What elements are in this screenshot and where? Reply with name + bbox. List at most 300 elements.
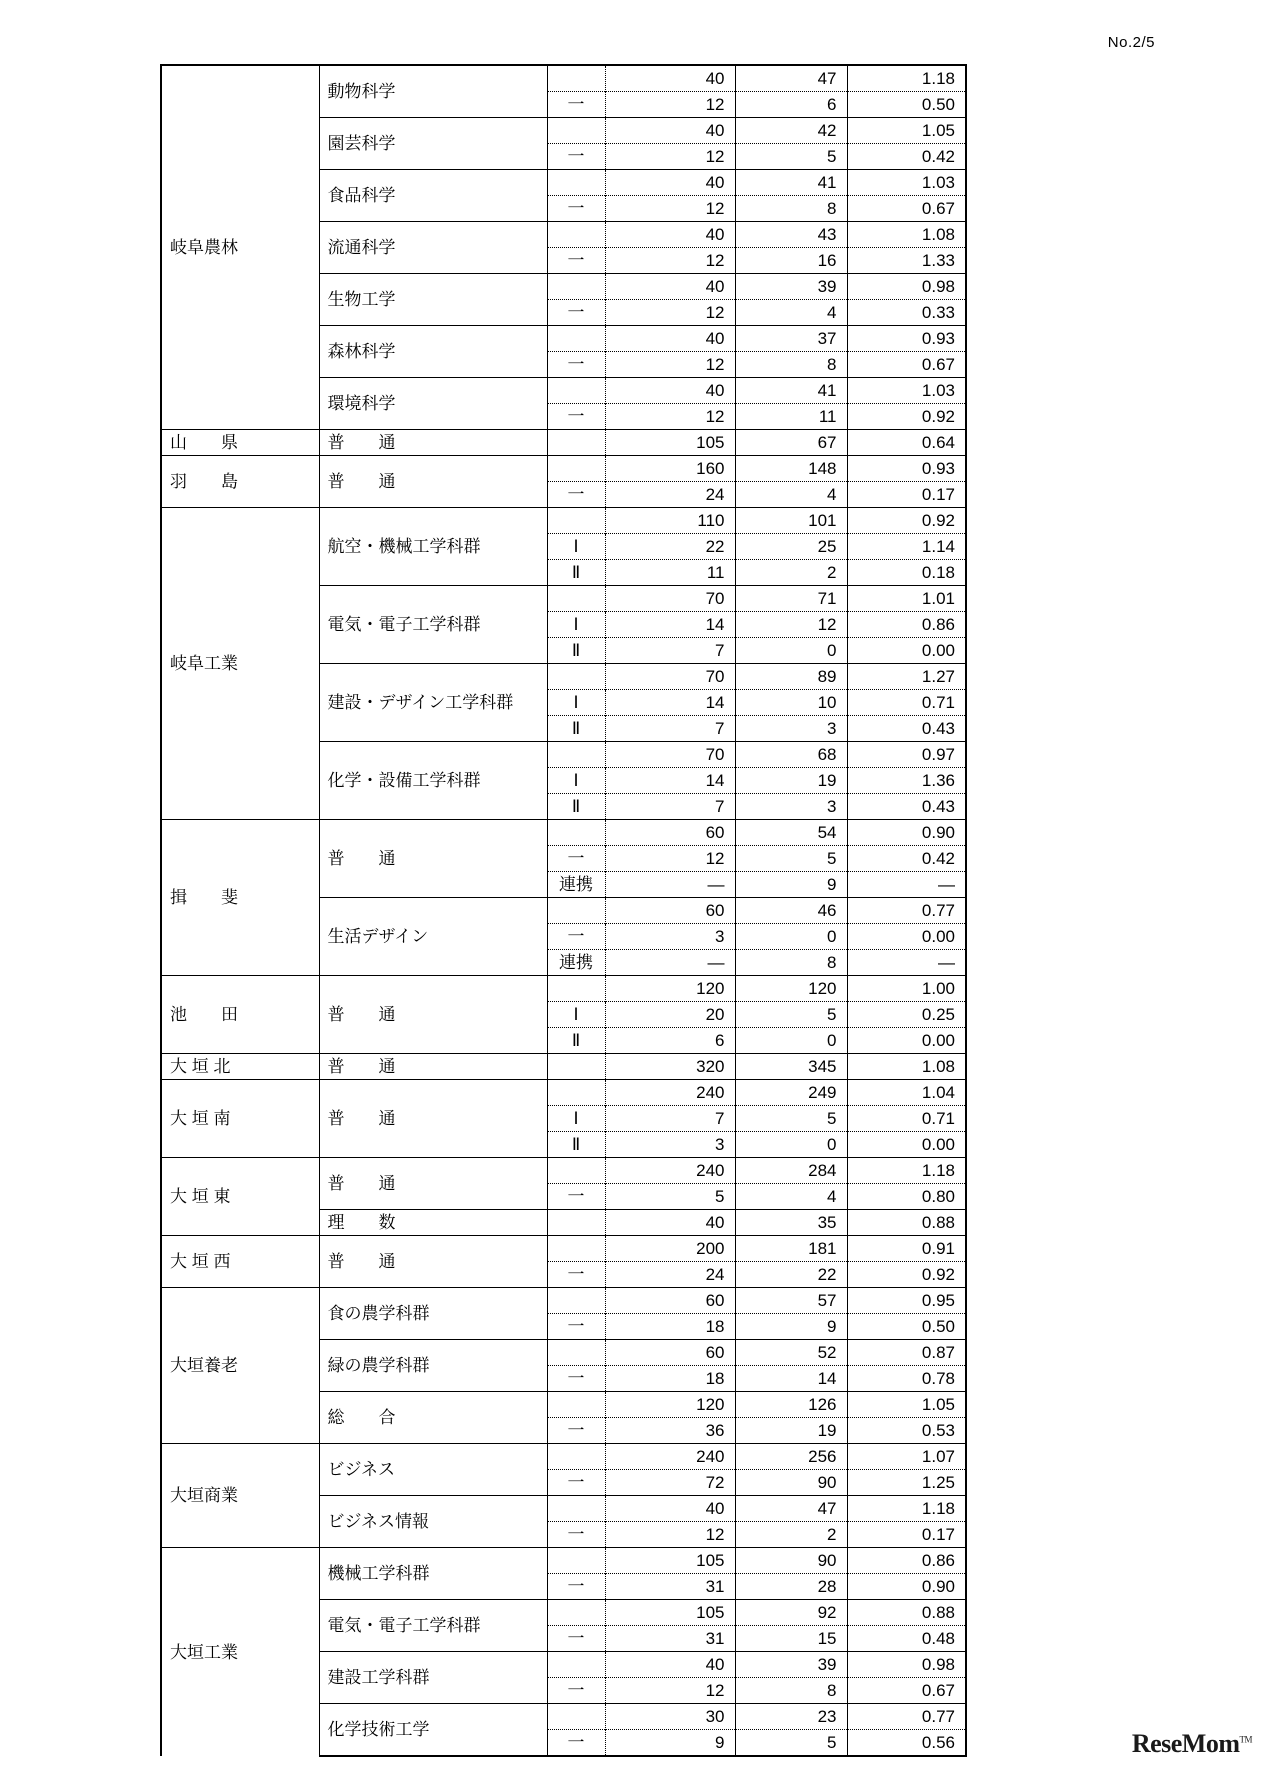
capacity-cell: 12: [605, 248, 735, 274]
applicants-cell: 5: [735, 1730, 847, 1757]
capacity-cell: 70: [605, 742, 735, 768]
selection-kind-cell: [547, 976, 605, 1002]
rate-cell: 0.00: [847, 1132, 966, 1158]
selection-kind-cell: [547, 65, 605, 92]
course-name-cell: ビジネス: [319, 1444, 547, 1496]
table-row: [161, 65, 966, 92]
course-name-cell: 化学・設備工学科群: [319, 742, 547, 820]
table-row: [161, 1080, 966, 1106]
school-name-cell: 大垣養老: [161, 1288, 319, 1444]
school-name-cell: 山 県: [161, 430, 319, 456]
applicants-cell: 68: [735, 742, 847, 768]
rate-cell: 0.50: [847, 1314, 966, 1340]
applicants-cell: 284: [735, 1158, 847, 1184]
capacity-cell: 60: [605, 1340, 735, 1366]
selection-kind-cell: 一: [547, 1366, 605, 1392]
selection-kind-cell: Ⅰ: [547, 1106, 605, 1132]
school-name-cell: 池 田: [161, 976, 319, 1054]
rate-cell: 0.88: [847, 1600, 966, 1626]
capacity-cell: 12: [605, 92, 735, 118]
capacity-cell: 22: [605, 534, 735, 560]
rate-cell: 1.03: [847, 378, 966, 404]
applicants-cell: 11: [735, 404, 847, 430]
rate-cell: 1.36: [847, 768, 966, 794]
selection-kind-cell: [547, 1158, 605, 1184]
course-name-cell: 食品科学: [319, 170, 547, 222]
table-row: [161, 1444, 966, 1470]
applicants-cell: 249: [735, 1080, 847, 1106]
table-row: [161, 976, 966, 1002]
table-row: [161, 430, 966, 456]
capacity-cell: 70: [605, 586, 735, 612]
capacity-cell: ―: [605, 950, 735, 976]
selection-kind-cell: [547, 1548, 605, 1574]
rate-cell: 0.33: [847, 300, 966, 326]
resemom-logo: [1132, 1729, 1252, 1759]
applicants-cell: 90: [735, 1470, 847, 1496]
selection-kind-cell: 一: [547, 144, 605, 170]
school-name-cell: 大垣工業: [161, 1548, 319, 1757]
rate-cell: 0.42: [847, 846, 966, 872]
applicants-cell: 0: [735, 638, 847, 664]
rate-cell: 0.97: [847, 742, 966, 768]
selection-kind-cell: Ⅱ: [547, 638, 605, 664]
applicants-cell: 3: [735, 716, 847, 742]
selection-kind-cell: [547, 1054, 605, 1080]
applicants-cell: 8: [735, 1678, 847, 1704]
selection-kind-cell: [547, 222, 605, 248]
applicants-cell: 4: [735, 1184, 847, 1210]
capacity-cell: 12: [605, 144, 735, 170]
rate-cell: ―: [847, 872, 966, 898]
capacity-cell: 31: [605, 1626, 735, 1652]
selection-kind-cell: 一: [547, 300, 605, 326]
applicants-cell: 12: [735, 612, 847, 638]
selection-kind-cell: [547, 326, 605, 352]
capacity-cell: 40: [605, 1652, 735, 1678]
capacity-cell: 40: [605, 1210, 735, 1236]
rate-cell: 0.17: [847, 482, 966, 508]
capacity-cell: 12: [605, 1522, 735, 1548]
table-row: [161, 1158, 966, 1184]
applicants-cell: 126: [735, 1392, 847, 1418]
course-name-cell: 普 通: [319, 976, 547, 1054]
capacity-cell: 240: [605, 1158, 735, 1184]
applicants-cell: 3: [735, 794, 847, 820]
applicants-cell: 9: [735, 872, 847, 898]
selection-kind-cell: Ⅱ: [547, 794, 605, 820]
selection-kind-cell: Ⅱ: [547, 1132, 605, 1158]
applicants-cell: 256: [735, 1444, 847, 1470]
rate-cell: 1.18: [847, 65, 966, 92]
course-name-cell: 総 合: [319, 1392, 547, 1444]
selection-kind-cell: 一: [547, 404, 605, 430]
capacity-cell: 30: [605, 1704, 735, 1730]
applicants-cell: 16: [735, 248, 847, 274]
selection-kind-cell: 一: [547, 482, 605, 508]
rate-cell: 0.67: [847, 352, 966, 378]
rate-cell: 0.87: [847, 1340, 966, 1366]
capacity-cell: 105: [605, 430, 735, 456]
selection-kind-cell: 一: [547, 1730, 605, 1757]
course-name-cell: 普 通: [319, 430, 547, 456]
applicants-cell: 71: [735, 586, 847, 612]
rate-cell: 1.03: [847, 170, 966, 196]
rate-cell: ―: [847, 950, 966, 976]
rate-cell: 1.25: [847, 1470, 966, 1496]
applicants-cell: 5: [735, 144, 847, 170]
selection-kind-cell: 一: [547, 248, 605, 274]
course-name-cell: 環境科学: [319, 378, 547, 430]
applicants-cell: 37: [735, 326, 847, 352]
rate-cell: 0.92: [847, 1262, 966, 1288]
applicants-cell: 19: [735, 1418, 847, 1444]
applicants-cell: 90: [735, 1548, 847, 1574]
applicants-cell: 4: [735, 482, 847, 508]
course-name-cell: 流通科学: [319, 222, 547, 274]
capacity-cell: 110: [605, 508, 735, 534]
rate-cell: 0.67: [847, 196, 966, 222]
applicants-cell: 14: [735, 1366, 847, 1392]
rate-cell: 1.05: [847, 1392, 966, 1418]
applicants-cell: 42: [735, 118, 847, 144]
capacity-cell: ―: [605, 872, 735, 898]
selection-kind-cell: Ⅰ: [547, 612, 605, 638]
capacity-cell: 60: [605, 898, 735, 924]
capacity-cell: 3: [605, 924, 735, 950]
capacity-cell: 24: [605, 482, 735, 508]
selection-kind-cell: Ⅱ: [547, 560, 605, 586]
rate-cell: 0.48: [847, 1626, 966, 1652]
course-name-cell: 食の農学科群: [319, 1288, 547, 1340]
rate-cell: 0.56: [847, 1730, 966, 1757]
capacity-cell: 12: [605, 300, 735, 326]
capacity-cell: 120: [605, 1392, 735, 1418]
rate-cell: 1.18: [847, 1496, 966, 1522]
applicants-cell: 8: [735, 352, 847, 378]
capacity-cell: 40: [605, 378, 735, 404]
school-name-cell: 大垣商業: [161, 1444, 319, 1548]
capacity-cell: 12: [605, 196, 735, 222]
capacity-cell: 31: [605, 1574, 735, 1600]
selection-kind-cell: 一: [547, 196, 605, 222]
selection-kind-cell: [547, 508, 605, 534]
capacity-cell: 12: [605, 1678, 735, 1704]
selection-kind-cell: [547, 118, 605, 144]
selection-kind-cell: 一: [547, 92, 605, 118]
applicants-cell: 0: [735, 1132, 847, 1158]
capacity-cell: 40: [605, 118, 735, 144]
applicants-cell: 46: [735, 898, 847, 924]
course-name-cell: 電気・電子工学科群: [319, 586, 547, 664]
rate-cell: 0.78: [847, 1366, 966, 1392]
rate-cell: 0.93: [847, 456, 966, 482]
applicants-cell: 8: [735, 950, 847, 976]
rate-cell: 0.86: [847, 612, 966, 638]
rate-cell: 0.25: [847, 1002, 966, 1028]
course-name-cell: 生物工学: [319, 274, 547, 326]
capacity-cell: 18: [605, 1366, 735, 1392]
capacity-cell: 9: [605, 1730, 735, 1757]
selection-kind-cell: Ⅱ: [547, 716, 605, 742]
applicants-cell: 5: [735, 846, 847, 872]
rate-cell: 1.18: [847, 1158, 966, 1184]
selection-kind-cell: Ⅰ: [547, 1002, 605, 1028]
table-row: [161, 1054, 966, 1080]
applicants-cell: 9: [735, 1314, 847, 1340]
school-name-cell: 大 垣 東: [161, 1158, 319, 1236]
rate-cell: 0.53: [847, 1418, 966, 1444]
rate-cell: 1.07: [847, 1444, 966, 1470]
selection-kind-cell: 一: [547, 924, 605, 950]
table-row: [161, 508, 966, 534]
course-name-cell: 緑の農学科群: [319, 1340, 547, 1392]
applicants-cell: 25: [735, 534, 847, 560]
applicants-cell: 35: [735, 1210, 847, 1236]
rate-cell: 0.42: [847, 144, 966, 170]
rate-cell: 1.05: [847, 118, 966, 144]
applicants-cell: 181: [735, 1236, 847, 1262]
selection-kind-cell: [547, 1392, 605, 1418]
course-name-cell: 普 通: [319, 1054, 547, 1080]
rate-cell: 0.18: [847, 560, 966, 586]
capacity-cell: 70: [605, 664, 735, 690]
course-name-cell: 普 通: [319, 820, 547, 898]
applicants-cell: 345: [735, 1054, 847, 1080]
table-row: [161, 1548, 966, 1574]
selection-kind-cell: [547, 274, 605, 300]
rate-cell: 0.71: [847, 690, 966, 716]
rate-cell: 0.00: [847, 924, 966, 950]
capacity-cell: 60: [605, 820, 735, 846]
course-name-cell: 化学技術工学: [319, 1704, 547, 1757]
applicants-cell: 2: [735, 1522, 847, 1548]
logo-text: ReseMom: [1131, 1729, 1240, 1758]
selection-kind-cell: [547, 1652, 605, 1678]
capacity-cell: 14: [605, 690, 735, 716]
selection-kind-cell: 一: [547, 1184, 605, 1210]
capacity-cell: 14: [605, 768, 735, 794]
applicants-cell: 2: [735, 560, 847, 586]
selection-kind-cell: 連携: [547, 950, 605, 976]
rate-cell: 0.90: [847, 820, 966, 846]
applicants-cell: 89: [735, 664, 847, 690]
course-name-cell: 理 数: [319, 1210, 547, 1236]
school-name-cell: 岐阜農林: [161, 65, 319, 430]
capacity-cell: 12: [605, 404, 735, 430]
selection-kind-cell: [547, 1340, 605, 1366]
selection-kind-cell: [547, 898, 605, 924]
table-row: [161, 1236, 966, 1262]
applicants-cell: 22: [735, 1262, 847, 1288]
school-name-cell: 大 垣 南: [161, 1080, 319, 1158]
course-name-cell: 建設・デザイン工学科群: [319, 664, 547, 742]
selection-kind-cell: Ⅰ: [547, 690, 605, 716]
applicants-cell: 0: [735, 924, 847, 950]
capacity-cell: 7: [605, 638, 735, 664]
rate-cell: 0.77: [847, 898, 966, 924]
applicants-cell: 8: [735, 196, 847, 222]
rate-cell: 0.17: [847, 1522, 966, 1548]
applicants-cell: 5: [735, 1002, 847, 1028]
selection-kind-cell: [547, 1080, 605, 1106]
applicants-cell: 39: [735, 274, 847, 300]
capacity-cell: 240: [605, 1444, 735, 1470]
applicants-cell: 19: [735, 768, 847, 794]
applicants-cell: 10: [735, 690, 847, 716]
selection-kind-cell: [547, 1444, 605, 1470]
capacity-cell: 105: [605, 1548, 735, 1574]
selection-kind-cell: 一: [547, 1470, 605, 1496]
course-name-cell: 普 通: [319, 1236, 547, 1288]
school-name-cell: 大 垣 西: [161, 1236, 319, 1288]
rate-cell: 0.67: [847, 1678, 966, 1704]
selection-kind-cell: [547, 820, 605, 846]
applicants-cell: 120: [735, 976, 847, 1002]
course-name-cell: 建設工学科群: [319, 1652, 547, 1704]
rate-cell: 1.08: [847, 222, 966, 248]
course-name-cell: 森林科学: [319, 326, 547, 378]
capacity-cell: 40: [605, 170, 735, 196]
applicants-cell: 4: [735, 300, 847, 326]
capacity-cell: 40: [605, 222, 735, 248]
selection-kind-cell: [547, 1600, 605, 1626]
logo-tm: TM: [1239, 1734, 1252, 1745]
applicants-cell: 47: [735, 1496, 847, 1522]
applicants-cell: 28: [735, 1574, 847, 1600]
rate-cell: 1.04: [847, 1080, 966, 1106]
applicants-cell: 47: [735, 65, 847, 92]
applicants-cell: 6: [735, 92, 847, 118]
selection-kind-cell: Ⅰ: [547, 534, 605, 560]
selection-kind-cell: 一: [547, 1314, 605, 1340]
selection-kind-cell: [547, 430, 605, 456]
applicants-cell: 23: [735, 1704, 847, 1730]
capacity-cell: 320: [605, 1054, 735, 1080]
selection-kind-cell: [547, 456, 605, 482]
selection-kind-cell: Ⅰ: [547, 768, 605, 794]
capacity-cell: 40: [605, 274, 735, 300]
capacity-cell: 240: [605, 1080, 735, 1106]
selection-kind-cell: [547, 1496, 605, 1522]
rate-cell: 0.86: [847, 1548, 966, 1574]
selection-kind-cell: [547, 170, 605, 196]
selection-kind-cell: 一: [547, 1626, 605, 1652]
selection-kind-cell: 連携: [547, 872, 605, 898]
selection-kind-cell: 一: [547, 1262, 605, 1288]
applicants-cell: 54: [735, 820, 847, 846]
capacity-cell: 7: [605, 1106, 735, 1132]
selection-kind-cell: [547, 378, 605, 404]
rate-cell: 0.88: [847, 1210, 966, 1236]
capacity-cell: 160: [605, 456, 735, 482]
capacity-cell: 7: [605, 794, 735, 820]
capacity-cell: 12: [605, 352, 735, 378]
selection-kind-cell: 一: [547, 1418, 605, 1444]
applicants-cell: 52: [735, 1340, 847, 1366]
applicants-cell: 57: [735, 1288, 847, 1314]
rate-cell: 0.98: [847, 274, 966, 300]
course-name-cell: 園芸科学: [319, 118, 547, 170]
rate-cell: 0.95: [847, 1288, 966, 1314]
applicants-cell: 39: [735, 1652, 847, 1678]
course-name-cell: 動物科学: [319, 65, 547, 118]
school-name-cell: 羽 島: [161, 456, 319, 508]
capacity-cell: 3: [605, 1132, 735, 1158]
selection-kind-cell: [547, 742, 605, 768]
rate-cell: 1.14: [847, 534, 966, 560]
selection-kind-cell: [547, 664, 605, 690]
rate-cell: 0.90: [847, 1574, 966, 1600]
selection-kind-cell: Ⅱ: [547, 1028, 605, 1054]
selection-kind-cell: [547, 586, 605, 612]
table-body: [161, 65, 966, 1756]
capacity-cell: 18: [605, 1314, 735, 1340]
table-row: [161, 820, 966, 846]
capacity-cell: 40: [605, 1496, 735, 1522]
course-name-cell: 普 通: [319, 1158, 547, 1210]
selection-kind-cell: 一: [547, 846, 605, 872]
course-name-cell: 機械工学科群: [319, 1548, 547, 1600]
rate-cell: 0.92: [847, 404, 966, 430]
selection-kind-cell: 一: [547, 1522, 605, 1548]
capacity-cell: 36: [605, 1418, 735, 1444]
applicants-cell: 92: [735, 1600, 847, 1626]
rate-cell: 0.92: [847, 508, 966, 534]
table-row: [161, 1288, 966, 1314]
course-name-cell: 生活デザイン: [319, 898, 547, 976]
table-row: [161, 456, 966, 482]
rate-cell: 0.91: [847, 1236, 966, 1262]
capacity-cell: 200: [605, 1236, 735, 1262]
rate-cell: 0.43: [847, 794, 966, 820]
applicants-cell: 0: [735, 1028, 847, 1054]
rate-cell: 0.80: [847, 1184, 966, 1210]
selection-kind-cell: [547, 1288, 605, 1314]
rate-cell: 0.00: [847, 1028, 966, 1054]
capacity-cell: 40: [605, 65, 735, 92]
rate-cell: 0.00: [847, 638, 966, 664]
applicants-cell: 15: [735, 1626, 847, 1652]
rate-cell: 1.27: [847, 664, 966, 690]
capacity-cell: 12: [605, 846, 735, 872]
applicants-cell: 67: [735, 430, 847, 456]
rate-cell: 0.64: [847, 430, 966, 456]
capacity-cell: 60: [605, 1288, 735, 1314]
course-name-cell: ビジネス情報: [319, 1496, 547, 1548]
applicants-cell: 5: [735, 1106, 847, 1132]
school-name-cell: 大 垣 北: [161, 1054, 319, 1080]
page-number: No.2/5: [1107, 34, 1155, 51]
school-name-cell: 揖 斐: [161, 820, 319, 976]
rate-cell: 1.08: [847, 1054, 966, 1080]
selection-kind-cell: 一: [547, 1678, 605, 1704]
applicants-cell: 101: [735, 508, 847, 534]
capacity-cell: 11: [605, 560, 735, 586]
selection-kind-cell: [547, 1704, 605, 1730]
capacity-cell: 105: [605, 1600, 735, 1626]
rate-cell: 0.98: [847, 1652, 966, 1678]
selection-kind-cell: 一: [547, 352, 605, 378]
course-name-cell: 普 通: [319, 1080, 547, 1158]
capacity-cell: 72: [605, 1470, 735, 1496]
applicants-cell: 43: [735, 222, 847, 248]
selection-kind-cell: [547, 1210, 605, 1236]
capacity-cell: 5: [605, 1184, 735, 1210]
rate-cell: 0.50: [847, 92, 966, 118]
selection-kind-cell: 一: [547, 1574, 605, 1600]
rate-cell: 1.33: [847, 248, 966, 274]
